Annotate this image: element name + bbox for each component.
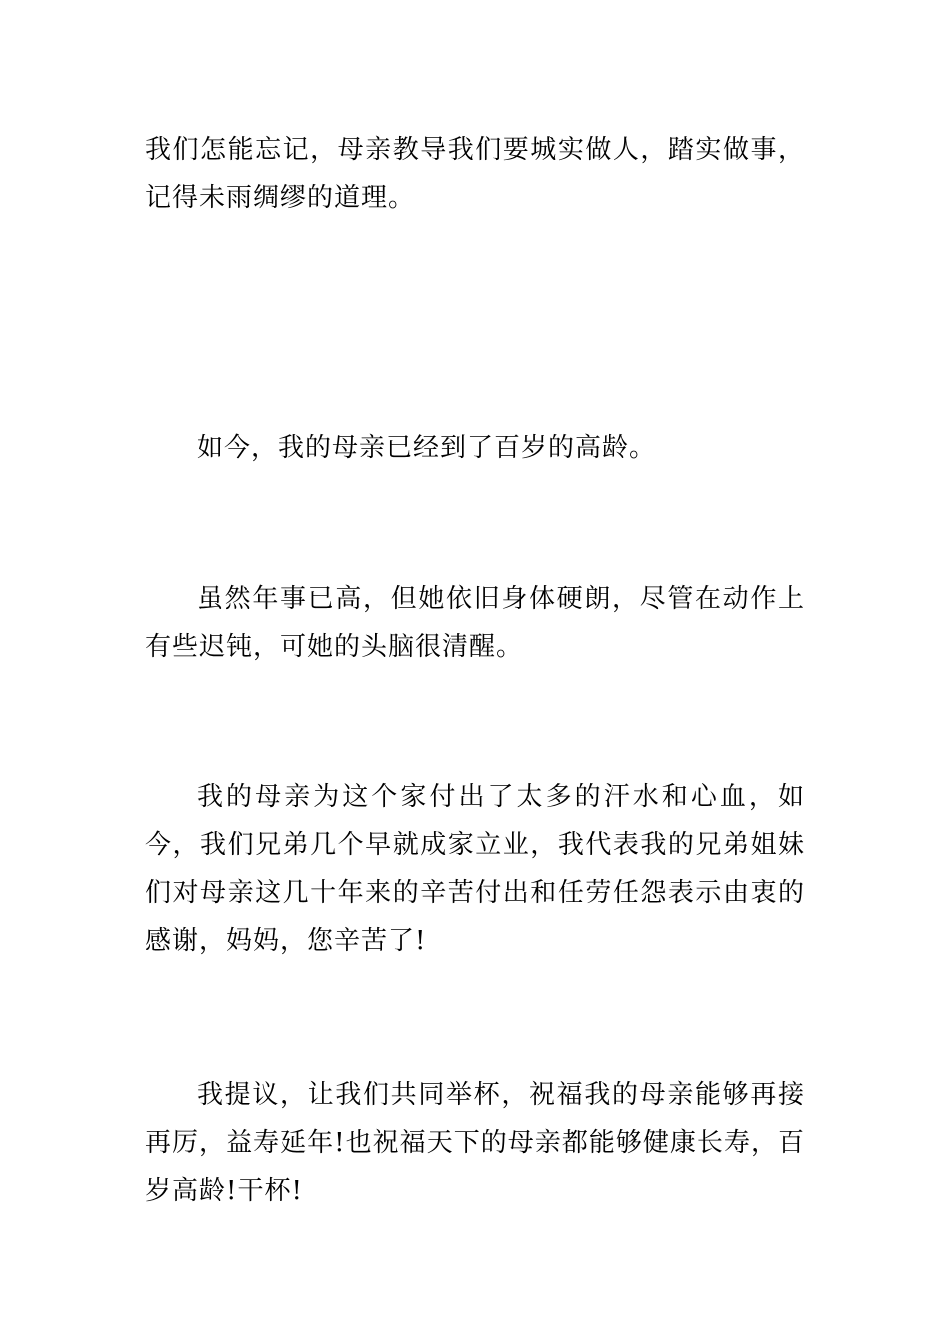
paragraph-4: 我的母亲为这个家付出了太多的汗水和心血，如今，我们兄弟几个早就成家立业，我代表我的兄弟姐妹们对母亲这几十年来的辛苦付出和任劳任怨表示由衷的感谢，妈妈，您辛苦了! [145, 782, 805, 956]
paragraph-2: 如今，我的母亲已经到了百岁的高龄。 [197, 433, 657, 463]
paragraph-1: 我们怎能忘记，母亲教导我们要城实做人，踏实做事，记得未雨绸缪的道理。 [145, 135, 805, 213]
paragraph-3: 虽然年事已高，但她依旧身体硬朗，尽管在动作上有些迟钝，可她的头脑很清醒。 [145, 584, 805, 662]
paragraph-5: 我提议，让我们共同举杯，祝福我的母亲能够再接再厉，益寿延年!也祝福天下的母亲都能够健康长寿，百岁高龄!干杯! [145, 1080, 805, 1206]
